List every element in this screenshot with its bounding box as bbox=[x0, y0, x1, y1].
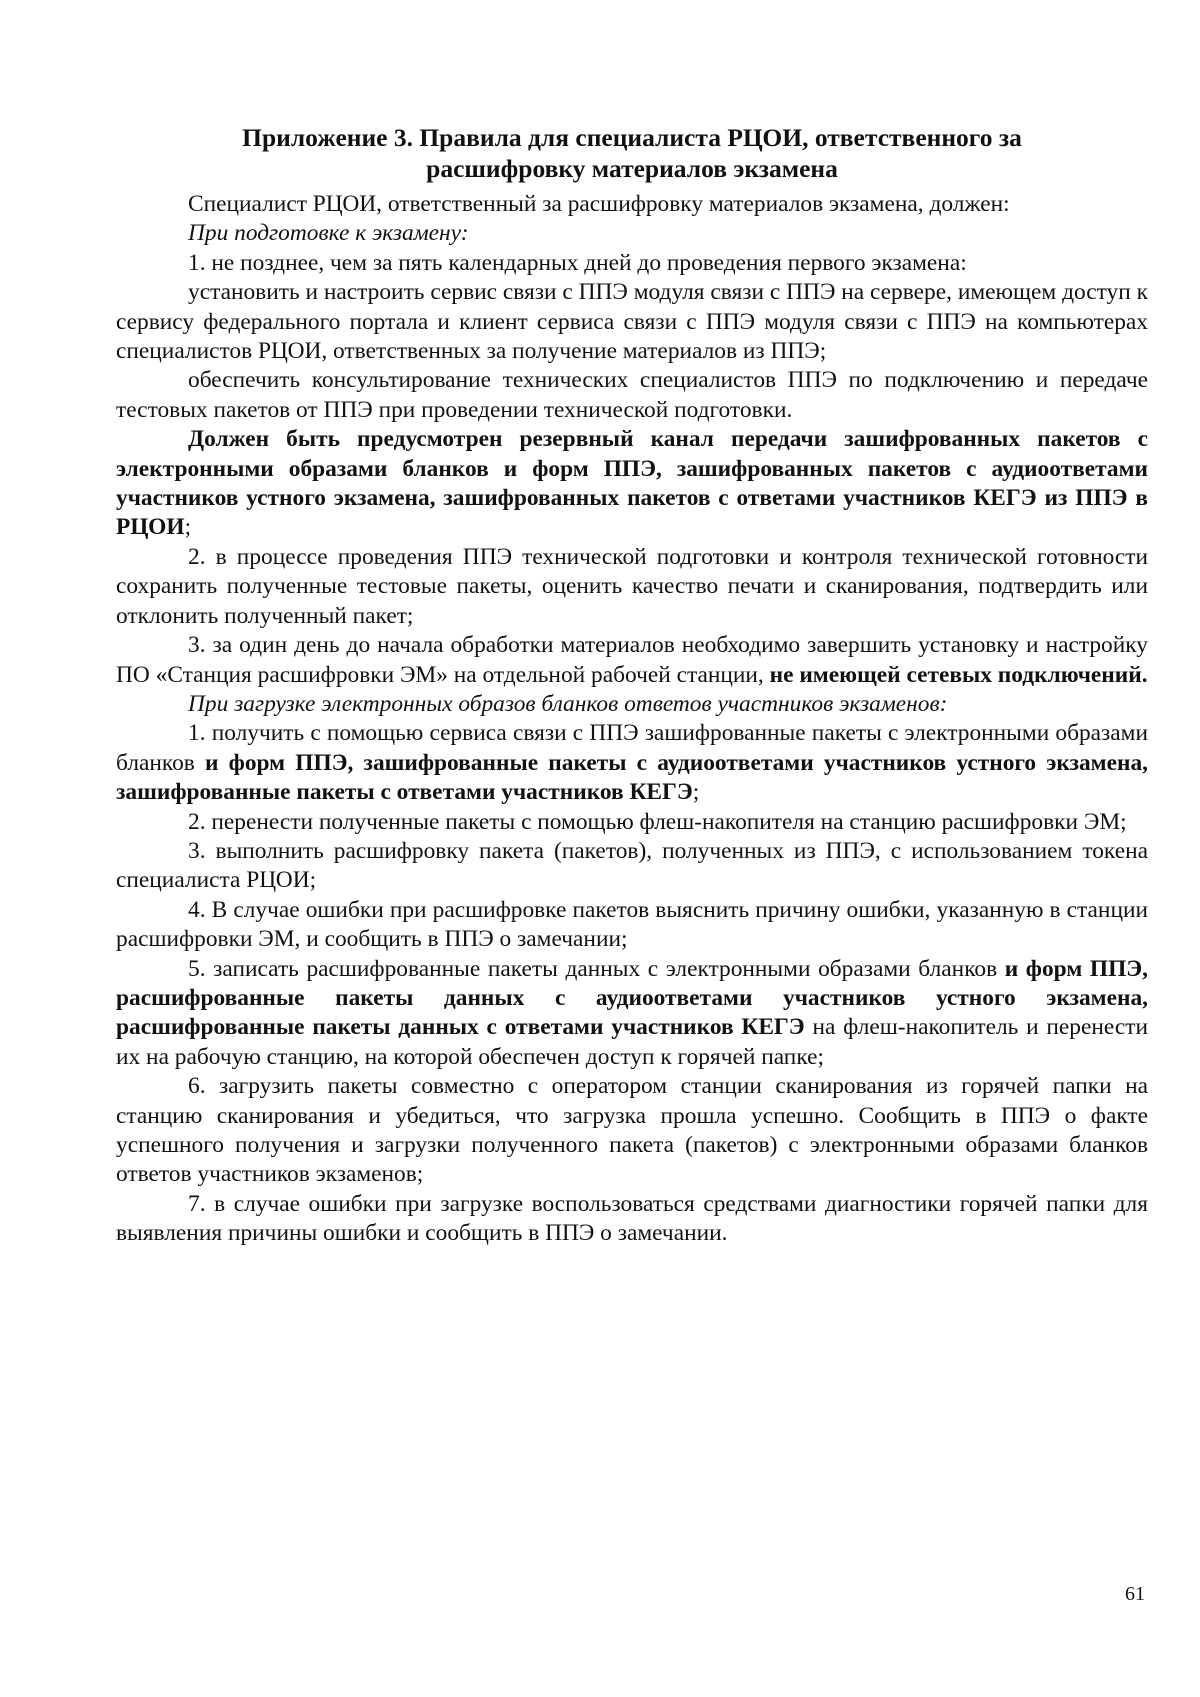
page-title-line-2: расшифровку материалов экзамена bbox=[426, 154, 838, 183]
document-page bbox=[116, 122, 1148, 1249]
loading-item-1-text: 1. получить с помощью сервиса связи с ППЭ зашифрованные пакеты с электронными образами бланков bbox=[116, 720, 1148, 776]
preparation-item-1: 1. не позднее, чем за пять календарных дней до проведения первого экзамена: bbox=[188, 249, 967, 276]
page-number: 61 bbox=[1125, 1583, 1145, 1605]
loading-item-6: 6. загрузить пакеты совместно с оператором станции сканирования из горячей папки на станцию сканирования и убедиться, что загрузка прошла успешно. Сообщить в ППЭ о факте успешного получения и загрузки полученного пакета (пакетов) с электронными образами бланков ответов участников экзаменов; bbox=[116, 1073, 1148, 1188]
preparation-item-1-setup: установить и настроить сервис связи с ППЭ модуля связи с ППЭ на сервере, имеющем доступ к сервису федерального портала и клиент сервиса связи с ППЭ модуля связи с ППЭ на компьютерах специалистов РЦОИ, ответственных за получение материалов из ППЭ; bbox=[116, 279, 1148, 365]
preparation-item-3-emphasis: не имеющей сетевых подключений. bbox=[769, 661, 1148, 688]
backup-channel-text: Должен быть предусмотрен резервный канал передачи зашифрованных пакетов с электронными образами бланков и форм ППЭ, зашифрованных пакетов с аудиоответами участников устного экзамена, зашифрованных пакетов с ответами участников КЕГЭ из ППЭ в РЦОИ bbox=[116, 426, 1148, 541]
page-title bbox=[116, 122, 1148, 184]
preparation-item-3-text: 3. за один день до начала обработки материалов необходимо завершить установку и настройку ПО «Станция расшифровки ЭМ» на отдельной рабочей станции, bbox=[116, 632, 1148, 688]
loading-item-5 bbox=[116, 955, 1148, 1073]
preparation-heading: При подготовке к экзамену: bbox=[188, 220, 469, 247]
loading-item-1-semicolon: ; bbox=[692, 779, 700, 806]
loading-item-2: 2. перенести полученные пакеты с помощью флеш-накопителя на станцию расшифровки ЭМ; bbox=[188, 808, 1127, 835]
loading-item-3: 3. выполнить расшифровку пакета (пакетов), полученных из ППЭ, с использованием токена специалиста РЦОИ; bbox=[116, 837, 1148, 894]
preparation-item-3 bbox=[116, 631, 1148, 690]
loading-item-5-text: 5. записать расшифрованные пакеты данных с электронными образами бланков bbox=[188, 955, 1005, 982]
loading-item-5-emphasis: и форм ППЭ, расшифрованные пакеты данных с аудиоответами участников устного экзамена, расшифрованные пакеты данных с ответами участников КЕГЭ bbox=[116, 955, 1148, 1041]
preparation-item-2: 2. в процессе проведения ППЭ технической подготовки и контроля технической готовности сохранить полученные тестовые пакеты, оценить качество печати и сканирования, подтвердить или отклонить полученный пакет; bbox=[116, 543, 1148, 629]
loading-item-1-emphasis: и форм ППЭ, зашифрованные пакеты с аудиоответами участников устного экзамена, зашифрованные пакеты с ответами участников КЕГЭ bbox=[116, 749, 1148, 806]
intro-paragraph: Специалист РЦОИ, ответственный за расшифровку материалов экзамена, должен: bbox=[188, 191, 1010, 217]
preparation-item-1-consulting: обеспечить консультирование технических специалистов ППЭ по подключению и передаче тестовых пакетов от ППЭ при проведении технической подготовки. bbox=[116, 367, 1148, 423]
loading-item-7: 7. в случае ошибки при загрузке воспользоваться средствами диагностики горячей папки для выявления причины ошибки и сообщить в ППЭ о замечании. bbox=[116, 1190, 1148, 1247]
page-title-line-1: Приложение 3. Правила для специалиста РЦОИ, ответственного за bbox=[242, 123, 1022, 152]
loading-heading: При загрузке электронных образов бланков ответов участников экзаменов: bbox=[188, 690, 948, 717]
loading-item-1 bbox=[116, 719, 1148, 807]
preparation-item-1-backup-channel bbox=[116, 425, 1148, 543]
loading-item-5-tail: на флеш-накопитель и перенести их на рабочую станцию, на которой обеспечен доступ к горячей папке; bbox=[116, 1014, 1148, 1070]
backup-channel-semicolon: ; bbox=[184, 514, 192, 541]
loading-item-4: 4. В случае ошибки при расшифровке пакетов выяснить причину ошибки, указанную в станции расшифровки ЭМ, и сообщить в ППЭ о замечании; bbox=[116, 896, 1148, 953]
